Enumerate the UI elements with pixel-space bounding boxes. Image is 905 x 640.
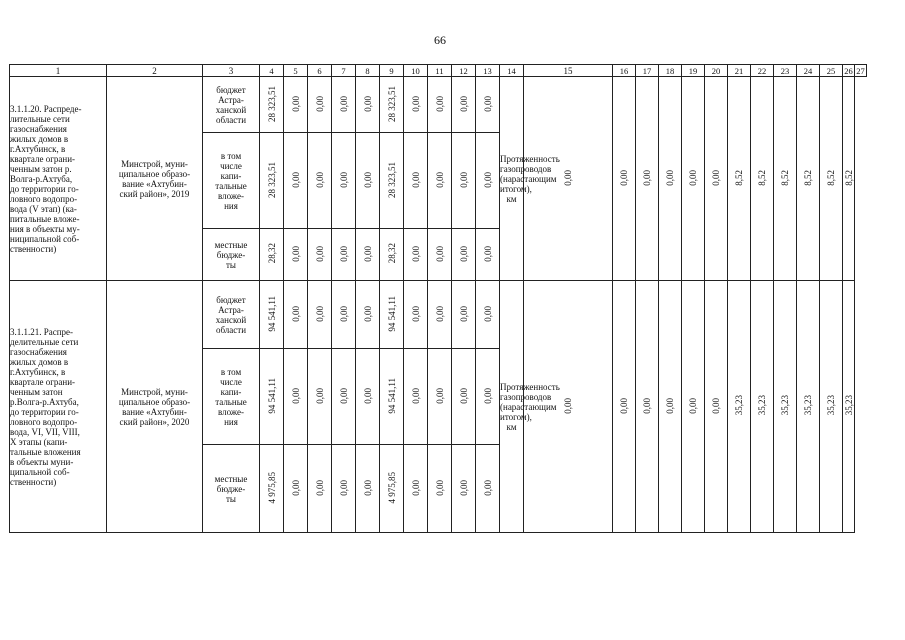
funding-row bbox=[10, 77, 867, 133]
text-line: бюджет bbox=[216, 84, 246, 95]
value-text: 0,00 bbox=[410, 387, 421, 404]
value-text: 0,00 bbox=[314, 305, 325, 322]
text-line: капи- bbox=[220, 170, 242, 181]
funding-value bbox=[332, 133, 356, 229]
text-line: ственности) bbox=[10, 476, 57, 487]
text-line: газопроводов bbox=[500, 163, 552, 174]
value-text: 94 541,11 bbox=[266, 377, 277, 414]
indicator-value bbox=[659, 77, 682, 281]
value-text: 0,00 bbox=[314, 245, 325, 262]
value-text: 0,00 bbox=[458, 479, 469, 496]
funding-value bbox=[260, 349, 284, 445]
value-text: 0,00 bbox=[290, 245, 301, 262]
text-line: вложе- bbox=[218, 190, 244, 201]
value-text: 8,52 bbox=[780, 169, 790, 186]
column-number: 4 bbox=[260, 65, 284, 77]
funding-value bbox=[356, 133, 380, 229]
column-number: 21 bbox=[728, 65, 751, 77]
value-text: 4 975,85 bbox=[386, 471, 397, 504]
value-text: 0,00 bbox=[434, 479, 445, 496]
funding-value bbox=[356, 77, 380, 133]
value-text: 0,00 bbox=[362, 479, 373, 496]
indicator-value bbox=[797, 281, 820, 533]
column-number: 26 bbox=[844, 65, 853, 76]
page-number: 66 bbox=[434, 33, 446, 47]
funding-row bbox=[10, 281, 867, 349]
indicator-value bbox=[820, 77, 843, 281]
column-number: 17 bbox=[636, 65, 659, 77]
value-text: 0,00 bbox=[482, 305, 493, 322]
indicator-value bbox=[705, 77, 728, 281]
value-text: 94 541,11 bbox=[386, 377, 397, 414]
funding-value bbox=[260, 133, 284, 229]
funding-value bbox=[332, 77, 356, 133]
funding-value bbox=[476, 349, 500, 445]
value-text: 0,00 bbox=[410, 245, 421, 262]
text-line: Астра- bbox=[218, 94, 244, 105]
value-text: 0,00 bbox=[482, 95, 493, 112]
indicator-value bbox=[751, 77, 774, 281]
value-text: 8,52 bbox=[843, 169, 854, 186]
column-number: 16 bbox=[613, 65, 636, 77]
value-text: 0,00 bbox=[338, 95, 349, 112]
funding-value bbox=[452, 281, 476, 349]
value-text: 28,32 bbox=[386, 243, 397, 264]
text-line: 3.1.1.20. Распреде- bbox=[10, 103, 82, 114]
funding-value bbox=[428, 77, 452, 133]
text-line: ты bbox=[226, 259, 236, 270]
funding-value bbox=[476, 281, 500, 349]
funding-value bbox=[308, 281, 332, 349]
text-line: Протяженность bbox=[500, 381, 560, 392]
funding-value bbox=[332, 281, 356, 349]
text-line: ский район», 2019 bbox=[119, 188, 190, 199]
funding-value bbox=[308, 77, 332, 133]
text-line: Минстрой, муни- bbox=[121, 386, 188, 397]
funding-source bbox=[203, 77, 260, 133]
indicator-value bbox=[774, 77, 797, 281]
funding-value bbox=[284, 133, 308, 229]
value-text: 0,00 bbox=[290, 95, 301, 112]
text-line: бюдже- bbox=[216, 249, 246, 260]
value-text: 0,00 bbox=[290, 387, 301, 404]
funding-value bbox=[476, 445, 500, 533]
column-number: 19 bbox=[682, 65, 705, 77]
value-text: 0,00 bbox=[290, 305, 301, 322]
column-number: 6 bbox=[308, 65, 332, 77]
value-text: 0,00 bbox=[314, 171, 325, 188]
text-line: лительные сети bbox=[10, 113, 70, 124]
funding-value bbox=[260, 281, 284, 349]
value-text: 0,00 bbox=[338, 245, 349, 262]
text-line: ченным затон р. bbox=[10, 163, 72, 174]
text-line: тальные bbox=[215, 396, 247, 407]
text-line: газоснабжения bbox=[10, 123, 67, 134]
text-line: ниципальной соб- bbox=[10, 233, 80, 244]
text-line: делительные сети bbox=[10, 336, 79, 347]
funding-value bbox=[476, 229, 500, 281]
text-line: Волга-р.Ахтуба, bbox=[10, 173, 73, 184]
text-line: жилых домов в bbox=[10, 356, 69, 367]
funding-value bbox=[284, 77, 308, 133]
funding-value bbox=[332, 445, 356, 533]
funding-value bbox=[260, 229, 284, 281]
value-text: 35,23 bbox=[780, 395, 790, 416]
text-line: в объекты муни- bbox=[10, 456, 74, 467]
text-line: итогом), км bbox=[500, 411, 532, 432]
funding-value bbox=[428, 229, 452, 281]
value-text: 35,23 bbox=[757, 395, 767, 416]
funding-value bbox=[452, 133, 476, 229]
value-text: 0,00 bbox=[458, 305, 469, 322]
column-number: 10 bbox=[404, 65, 428, 77]
text-line: г.Ахтубинск, в bbox=[10, 366, 66, 377]
text-line: вода, VI, VII, VIII, bbox=[10, 426, 80, 437]
value-text: 0,00 bbox=[665, 397, 675, 414]
value-text: 8,52 bbox=[803, 169, 813, 186]
program-table bbox=[9, 64, 867, 533]
value-text: 0,00 bbox=[642, 169, 652, 186]
value-text: 0,00 bbox=[563, 169, 573, 186]
funding-value bbox=[356, 281, 380, 349]
column-number: 8 bbox=[356, 65, 380, 77]
value-text: 0,00 bbox=[458, 95, 469, 112]
text-line: ципальное образо- bbox=[118, 396, 191, 407]
value-text: 35,23 bbox=[803, 395, 813, 416]
text-line: квартале ограни- bbox=[10, 376, 76, 387]
text-line: ханской bbox=[215, 314, 247, 325]
value-text: 0,00 bbox=[434, 305, 445, 322]
text-line: ский район», 2020 bbox=[119, 416, 190, 427]
funding-value bbox=[284, 445, 308, 533]
text-line: питальные вложе- bbox=[10, 213, 80, 224]
value-text: 0,00 bbox=[482, 387, 493, 404]
text-line: Астра- bbox=[218, 304, 244, 315]
column-number: 7 bbox=[332, 65, 356, 77]
value-text: 0,00 bbox=[711, 397, 721, 414]
column-number: 11 bbox=[428, 65, 452, 77]
text-line: до территории го- bbox=[10, 183, 79, 194]
value-text: 28 323,51 bbox=[386, 161, 397, 198]
funding-value bbox=[380, 229, 404, 281]
funding-value bbox=[452, 229, 476, 281]
value-text: 28,32 bbox=[266, 243, 277, 264]
indicator-value bbox=[820, 281, 843, 533]
column-number: 13 bbox=[476, 65, 500, 77]
funding-value bbox=[428, 133, 452, 229]
value-text: 0,00 bbox=[563, 397, 573, 414]
funding-value bbox=[260, 445, 284, 533]
value-text: 0,00 bbox=[458, 171, 469, 188]
value-text: 0,00 bbox=[619, 397, 629, 414]
header-row bbox=[10, 65, 867, 77]
value-text: 8,52 bbox=[757, 169, 767, 186]
funding-value bbox=[380, 445, 404, 533]
funding-value bbox=[284, 281, 308, 349]
funding-source bbox=[203, 229, 260, 281]
funding-value bbox=[308, 133, 332, 229]
text-line: тальные вложения bbox=[10, 446, 81, 457]
text-line: числе bbox=[220, 160, 242, 171]
funding-value bbox=[332, 349, 356, 445]
column-number: 14 bbox=[500, 65, 524, 77]
value-text: 35,23 bbox=[734, 395, 744, 416]
column-number: 12 bbox=[452, 65, 476, 77]
funding-value bbox=[428, 445, 452, 533]
indicator-name bbox=[500, 77, 560, 281]
value-text: 0,00 bbox=[362, 171, 373, 188]
indicator-value bbox=[682, 281, 705, 533]
indicator-value bbox=[659, 281, 682, 533]
column-number: 3 bbox=[203, 65, 260, 77]
text-line: числе bbox=[220, 376, 242, 387]
column-number: 9 bbox=[380, 65, 404, 77]
value-text: 0,00 bbox=[290, 479, 301, 496]
column-number: 15 bbox=[524, 65, 613, 77]
funding-value bbox=[380, 77, 404, 133]
funding-value bbox=[404, 445, 428, 533]
value-text: 8,52 bbox=[826, 169, 836, 186]
funding-value bbox=[356, 229, 380, 281]
value-text: 0,00 bbox=[619, 169, 629, 186]
value-text: 0,00 bbox=[410, 479, 421, 496]
text-line: (нарастающим bbox=[500, 173, 557, 184]
value-text: 0,00 bbox=[482, 171, 493, 188]
funding-value bbox=[308, 349, 332, 445]
value-text: 0,00 bbox=[362, 245, 373, 262]
funding-value bbox=[284, 229, 308, 281]
value-text: 8,52 bbox=[734, 169, 744, 186]
funding-value bbox=[476, 133, 500, 229]
measure-name bbox=[10, 281, 107, 533]
value-text: 28 323,51 bbox=[386, 85, 397, 122]
text-line: в том bbox=[220, 366, 242, 377]
funding-value bbox=[428, 281, 452, 349]
funding-value bbox=[380, 349, 404, 445]
value-text: 28 323,51 bbox=[266, 161, 277, 198]
indicator-value bbox=[636, 77, 659, 281]
column-number: 18 bbox=[659, 65, 682, 77]
indicator-value bbox=[728, 281, 751, 533]
measure-name bbox=[10, 77, 107, 281]
indicator-value bbox=[636, 281, 659, 533]
column-number: 22 bbox=[751, 65, 774, 77]
text-line: (нарастающим bbox=[500, 401, 557, 412]
text-line: газоснабжения bbox=[10, 346, 67, 357]
value-text: 0,00 bbox=[482, 479, 493, 496]
indicator-value bbox=[682, 77, 705, 281]
text-line: местные bbox=[214, 239, 248, 250]
value-text: 94 541,11 bbox=[266, 295, 277, 332]
text-line: бюдже- bbox=[216, 483, 246, 494]
value-text: 0,00 bbox=[434, 387, 445, 404]
value-text: 0,00 bbox=[338, 479, 349, 496]
value-text: 28 323,51 bbox=[266, 85, 277, 122]
funding-value bbox=[404, 281, 428, 349]
text-line: 3.1.1.21. Распре- bbox=[10, 326, 74, 337]
value-text: 0,00 bbox=[711, 169, 721, 186]
text-line: вложе- bbox=[218, 406, 244, 417]
funding-value bbox=[356, 349, 380, 445]
indicator-value bbox=[797, 77, 820, 281]
funding-value bbox=[452, 445, 476, 533]
value-text: 0,00 bbox=[290, 171, 301, 188]
text-line: г.Ахтубинск, в bbox=[10, 143, 66, 154]
column-number: 24 bbox=[797, 65, 820, 77]
text-line: ципальной соб- bbox=[10, 466, 70, 477]
value-text: 0,00 bbox=[314, 479, 325, 496]
column-number: 23 bbox=[774, 65, 797, 77]
text-line: вание «Ахтубин- bbox=[122, 406, 187, 417]
value-text: 0,00 bbox=[458, 387, 469, 404]
indicator-value bbox=[613, 281, 636, 533]
column-number: 20 bbox=[705, 65, 728, 77]
value-text: 35,23 bbox=[843, 395, 854, 416]
value-text: 0,00 bbox=[434, 95, 445, 112]
value-text: 0,00 bbox=[458, 245, 469, 262]
value-text: 0,00 bbox=[434, 171, 445, 188]
funding-value bbox=[284, 349, 308, 445]
text-line: до территории го- bbox=[10, 406, 79, 417]
value-text: 0,00 bbox=[362, 95, 373, 112]
column-number: 2 bbox=[107, 65, 203, 77]
value-text: 0,00 bbox=[338, 305, 349, 322]
indicator-value bbox=[843, 77, 855, 281]
indicator-value bbox=[705, 281, 728, 533]
indicator-value bbox=[843, 281, 855, 533]
text-line: р.Волга-р.Ахтуба, bbox=[10, 396, 79, 407]
indicator-value bbox=[774, 281, 797, 533]
value-text: 0,00 bbox=[482, 245, 493, 262]
indicator-value bbox=[613, 77, 636, 281]
value-text: 0,00 bbox=[362, 305, 373, 322]
value-text: 4 975,85 bbox=[266, 471, 277, 504]
value-text: 0,00 bbox=[642, 397, 652, 414]
funding-value bbox=[452, 349, 476, 445]
text-line: тальные bbox=[215, 180, 247, 191]
value-text: 35,23 bbox=[826, 395, 836, 416]
text-line: ципальное образо- bbox=[118, 168, 191, 179]
indicator-value bbox=[751, 281, 774, 533]
funding-value bbox=[404, 77, 428, 133]
value-text: 0,00 bbox=[434, 245, 445, 262]
funding-value bbox=[476, 77, 500, 133]
text-line: ты bbox=[226, 493, 236, 504]
text-line: местные bbox=[214, 473, 248, 484]
text-line: ния bbox=[224, 416, 238, 427]
column-number: 25 bbox=[820, 65, 843, 77]
indicator-value bbox=[728, 77, 751, 281]
text-line: ханской bbox=[215, 104, 247, 115]
funding-source bbox=[203, 349, 260, 445]
funding-source bbox=[203, 133, 260, 229]
text-line: квартале ограни- bbox=[10, 153, 76, 164]
text-line: X этапы (капи- bbox=[10, 436, 68, 447]
value-text: 0,00 bbox=[665, 169, 675, 186]
funding-value bbox=[428, 349, 452, 445]
text-line: области bbox=[215, 324, 247, 335]
text-line: ния в объекты му- bbox=[10, 223, 80, 234]
value-text: 0,00 bbox=[338, 387, 349, 404]
text-line: вание «Ахтубин- bbox=[122, 178, 187, 189]
value-text: 0,00 bbox=[362, 387, 373, 404]
funding-value bbox=[332, 229, 356, 281]
text-line: жилых домов в bbox=[10, 133, 69, 144]
funding-value bbox=[380, 281, 404, 349]
text-line: ловного водопро- bbox=[10, 193, 78, 204]
text-line: капи- bbox=[220, 386, 242, 397]
text-line: Протяженность bbox=[500, 153, 560, 164]
value-text: 94 541,11 bbox=[386, 295, 397, 332]
funding-value bbox=[260, 77, 284, 133]
text-line: вода (V этап) (ка- bbox=[10, 203, 77, 214]
funding-value bbox=[404, 349, 428, 445]
funding-value bbox=[308, 229, 332, 281]
executor bbox=[107, 281, 203, 533]
indicator-name bbox=[500, 281, 560, 533]
text-line: итогом), км bbox=[500, 183, 532, 204]
text-line: бюджет bbox=[216, 294, 246, 305]
funding-source bbox=[203, 281, 260, 349]
value-text: 0,00 bbox=[410, 171, 421, 188]
funding-source bbox=[203, 445, 260, 533]
text-line: Минстрой, муни- bbox=[121, 158, 188, 169]
value-text: 0,00 bbox=[410, 95, 421, 112]
text-line: ченным затон bbox=[10, 386, 63, 397]
funding-value bbox=[308, 445, 332, 533]
text-line: ственности) bbox=[10, 243, 57, 254]
funding-value bbox=[404, 133, 428, 229]
executor bbox=[107, 77, 203, 281]
text-line: ловного водопро- bbox=[10, 416, 78, 427]
value-text: 0,00 bbox=[314, 95, 325, 112]
funding-value bbox=[356, 445, 380, 533]
column-number: 1 bbox=[10, 65, 107, 77]
text-line: в том bbox=[220, 150, 242, 161]
value-text: 0,00 bbox=[688, 169, 698, 186]
value-text: 0,00 bbox=[314, 387, 325, 404]
text-line: газопроводов bbox=[500, 391, 552, 402]
funding-value bbox=[404, 229, 428, 281]
value-text: 0,00 bbox=[338, 171, 349, 188]
column-number: 27 bbox=[856, 65, 865, 76]
value-text: 0,00 bbox=[410, 305, 421, 322]
funding-value bbox=[452, 77, 476, 133]
value-text: 0,00 bbox=[688, 397, 698, 414]
column-number: 5 bbox=[284, 65, 308, 77]
funding-value bbox=[380, 133, 404, 229]
text-line: ния bbox=[224, 200, 238, 211]
text-line: области bbox=[215, 114, 247, 125]
